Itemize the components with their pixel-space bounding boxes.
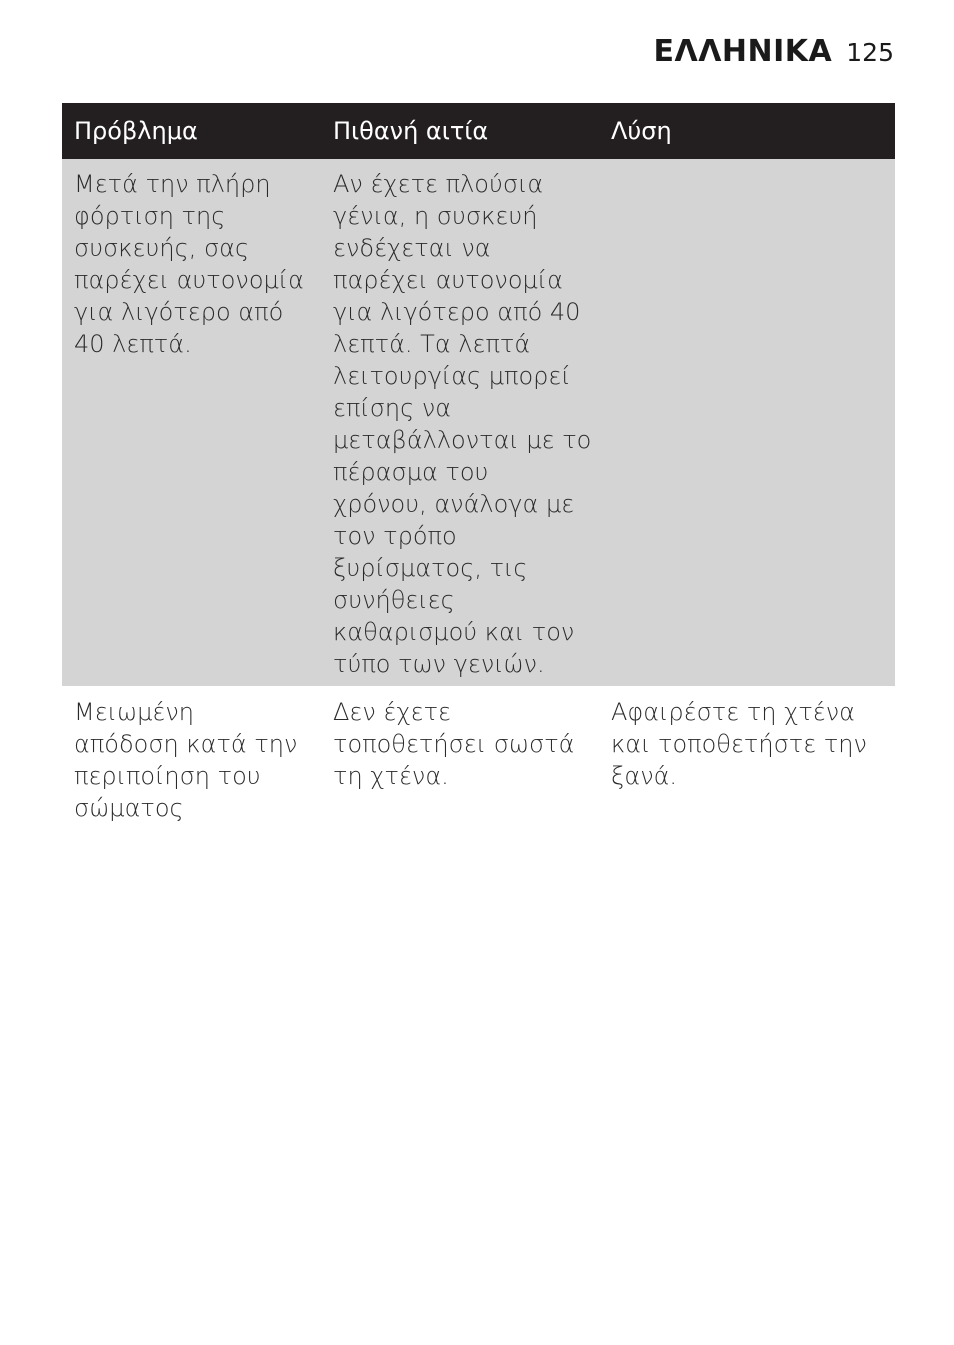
cell-line: λειτουργίας μπορεί (333, 362, 571, 390)
cell-line: απόδοση κατά την (74, 730, 298, 758)
page-number: 125 (846, 38, 894, 67)
table-row (62, 159, 895, 686)
solution-cell (599, 159, 895, 686)
cell-line: σώματος (74, 794, 184, 822)
cell-line: συσκευής, σας (74, 234, 250, 262)
cell-line: γένια, η συσκευή (333, 202, 538, 230)
column-header-cause: Πιθανή αιτία (321, 103, 599, 159)
cell-line: συνήθειες (333, 586, 455, 614)
problem-cell (62, 159, 321, 686)
page-header (654, 34, 895, 69)
cause-cell (321, 686, 599, 830)
cell-line: καθαρισμού και τον (333, 618, 575, 646)
cell-line: Μειωμένη (74, 698, 194, 726)
cell-line: ξυρίσματος, τις (333, 554, 528, 582)
cell-line: για λιγότερο από 40 (333, 298, 581, 326)
cell-line: λεπτά. Τα λεπτά (333, 330, 531, 358)
cell-line: μεταβάλλονται με το (333, 426, 592, 454)
cell-line: ενδέχεται να (333, 234, 491, 262)
troubleshooting-table (62, 103, 895, 830)
cell-line: τον τρόπο (333, 522, 457, 550)
cell-line: πέρασμα του (333, 458, 489, 486)
cell-line: χρόνου, ανάλογα με (333, 490, 575, 518)
language-title: ΕΛΛΗΝΙΚΑ (653, 34, 833, 69)
cell-line: τη χτένα. (333, 762, 449, 790)
cell-line: φόρτιση της (74, 202, 226, 230)
cell-line: και τοποθετήστε την (611, 730, 867, 758)
cell-line: Μετά την πλήρη (74, 170, 271, 198)
cell-line: 40 λεπτά. (74, 330, 192, 358)
cell-line: παρέχει αυτονομία (333, 266, 563, 294)
table-row (62, 686, 895, 830)
column-header-problem: Πρόβλημα (62, 103, 321, 159)
cell-line: περιποίηση του (74, 762, 261, 790)
solution-cell (599, 686, 895, 830)
cell-line: ξανά. (611, 762, 678, 790)
cell-line: τύπο των γενιών. (333, 650, 545, 678)
cell-line: Αν έχετε πλούσια (333, 170, 544, 198)
cell-line: τοποθετήσει σωστά (333, 730, 575, 758)
column-header-solution: Λύση (599, 103, 895, 159)
cell-line: Αφαιρέστε τη χτένα (611, 698, 855, 726)
problem-cell (62, 686, 321, 830)
cause-cell (321, 159, 599, 686)
cell-line: Δεν έχετε (333, 698, 451, 726)
cell-line: επίσης να (333, 394, 452, 422)
table-header-row (62, 103, 895, 159)
cell-line: για λιγότερο από (74, 298, 284, 326)
cell-line: παρέχει αυτονομία (74, 266, 304, 294)
